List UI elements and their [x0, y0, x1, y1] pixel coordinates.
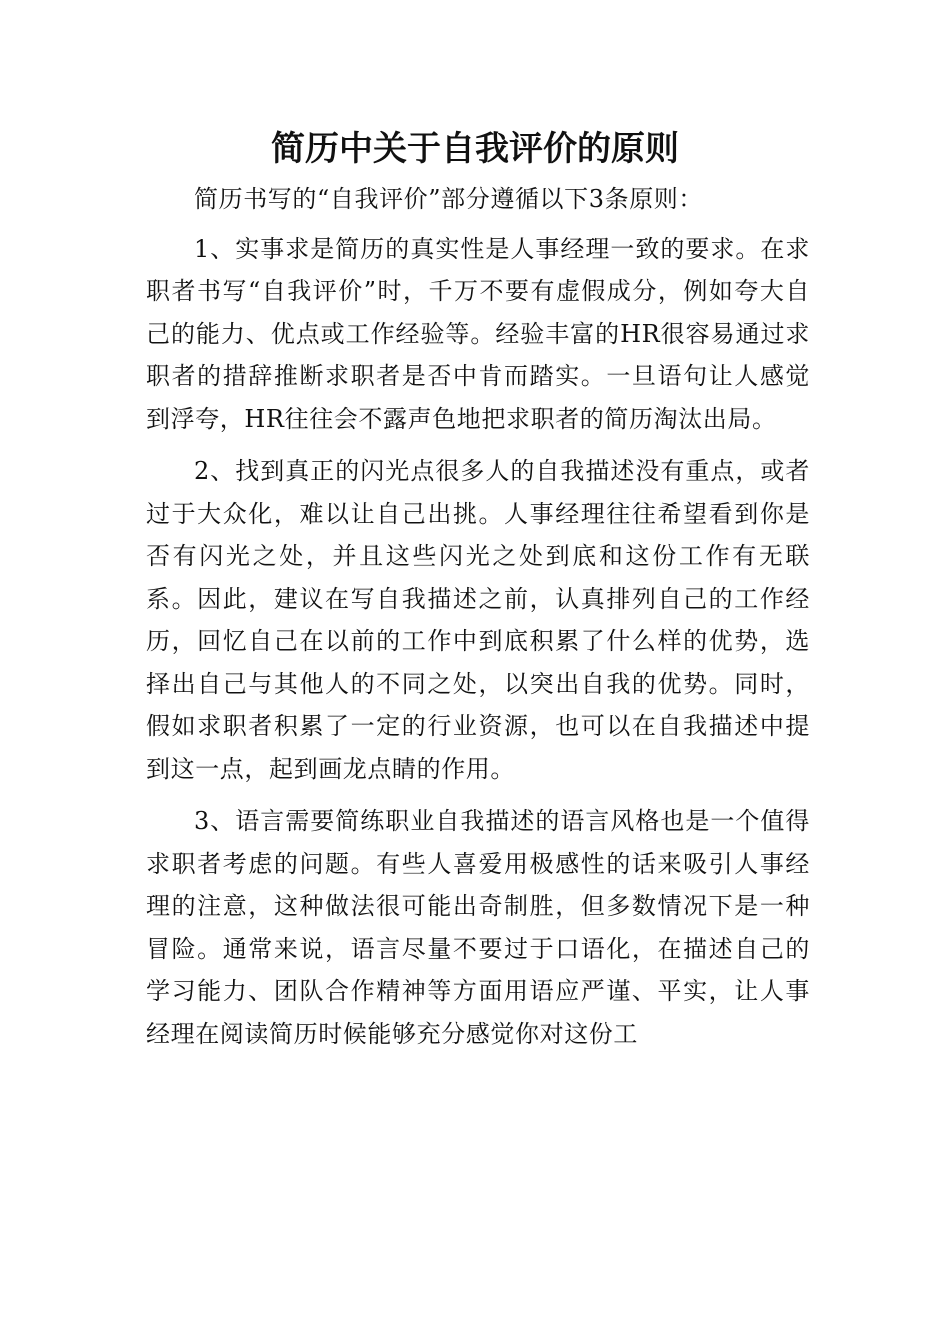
intro-paragraph: 简历书写的“自我评价”部分遵循以下3条原则：	[194, 185, 704, 213]
principle-paragraph-1: 1、实事求是简历的真实性是人事经理一致的要求。在求职者书写“自我评价”时，千万不要有虚假成分，例如夸大自己的能力、优点或工作经验等。经验丰富的HR很容易通过求职者的措辞推断求职者是否中肯而踏实。一旦语句让人感觉到浮夸，HR往往会不露声色地把求职者的简历淘汰出局。	[146, 234, 810, 433]
principle-paragraph-3: 3、语言需要简练职业自我描述的语言风格也是一个值得求职者考虑的问题。有些人喜爱用极感性的话来吸引人事经理的注意，这种做法很可能出奇制胜，但多数情况下是一种冒险。通常来说，语言尽量不要过于口语化，在描述自己的学习能力、团队合作精神等方面用语应严谨、平实，让人事经理在阅读简历时候能够充分感觉你对这份工	[146, 807, 810, 1048]
document-title: 简历中关于自我评价的原则	[271, 129, 679, 169]
document-body	[146, 178, 810, 1055]
principle-paragraph-2: 2、找到真正的闪光点很多人的自我描述没有重点，或者过于大众化，难以让自己出挑。人事经理往往希望看到你是否有闪光之处，并且这些闪光之处到底和这份工作有无联系。因此，建议在写自我描述之前，认真排列自己的工作经历，回忆自己在以前的工作中到底积累了什么样的优势，选择出自己与其他人的不同之处，以突出自我的优势。同时，假如求职者积累了一定的行业资源，也可以在自我描述中提到这一点，起到画龙点睛的作用。	[146, 457, 810, 783]
